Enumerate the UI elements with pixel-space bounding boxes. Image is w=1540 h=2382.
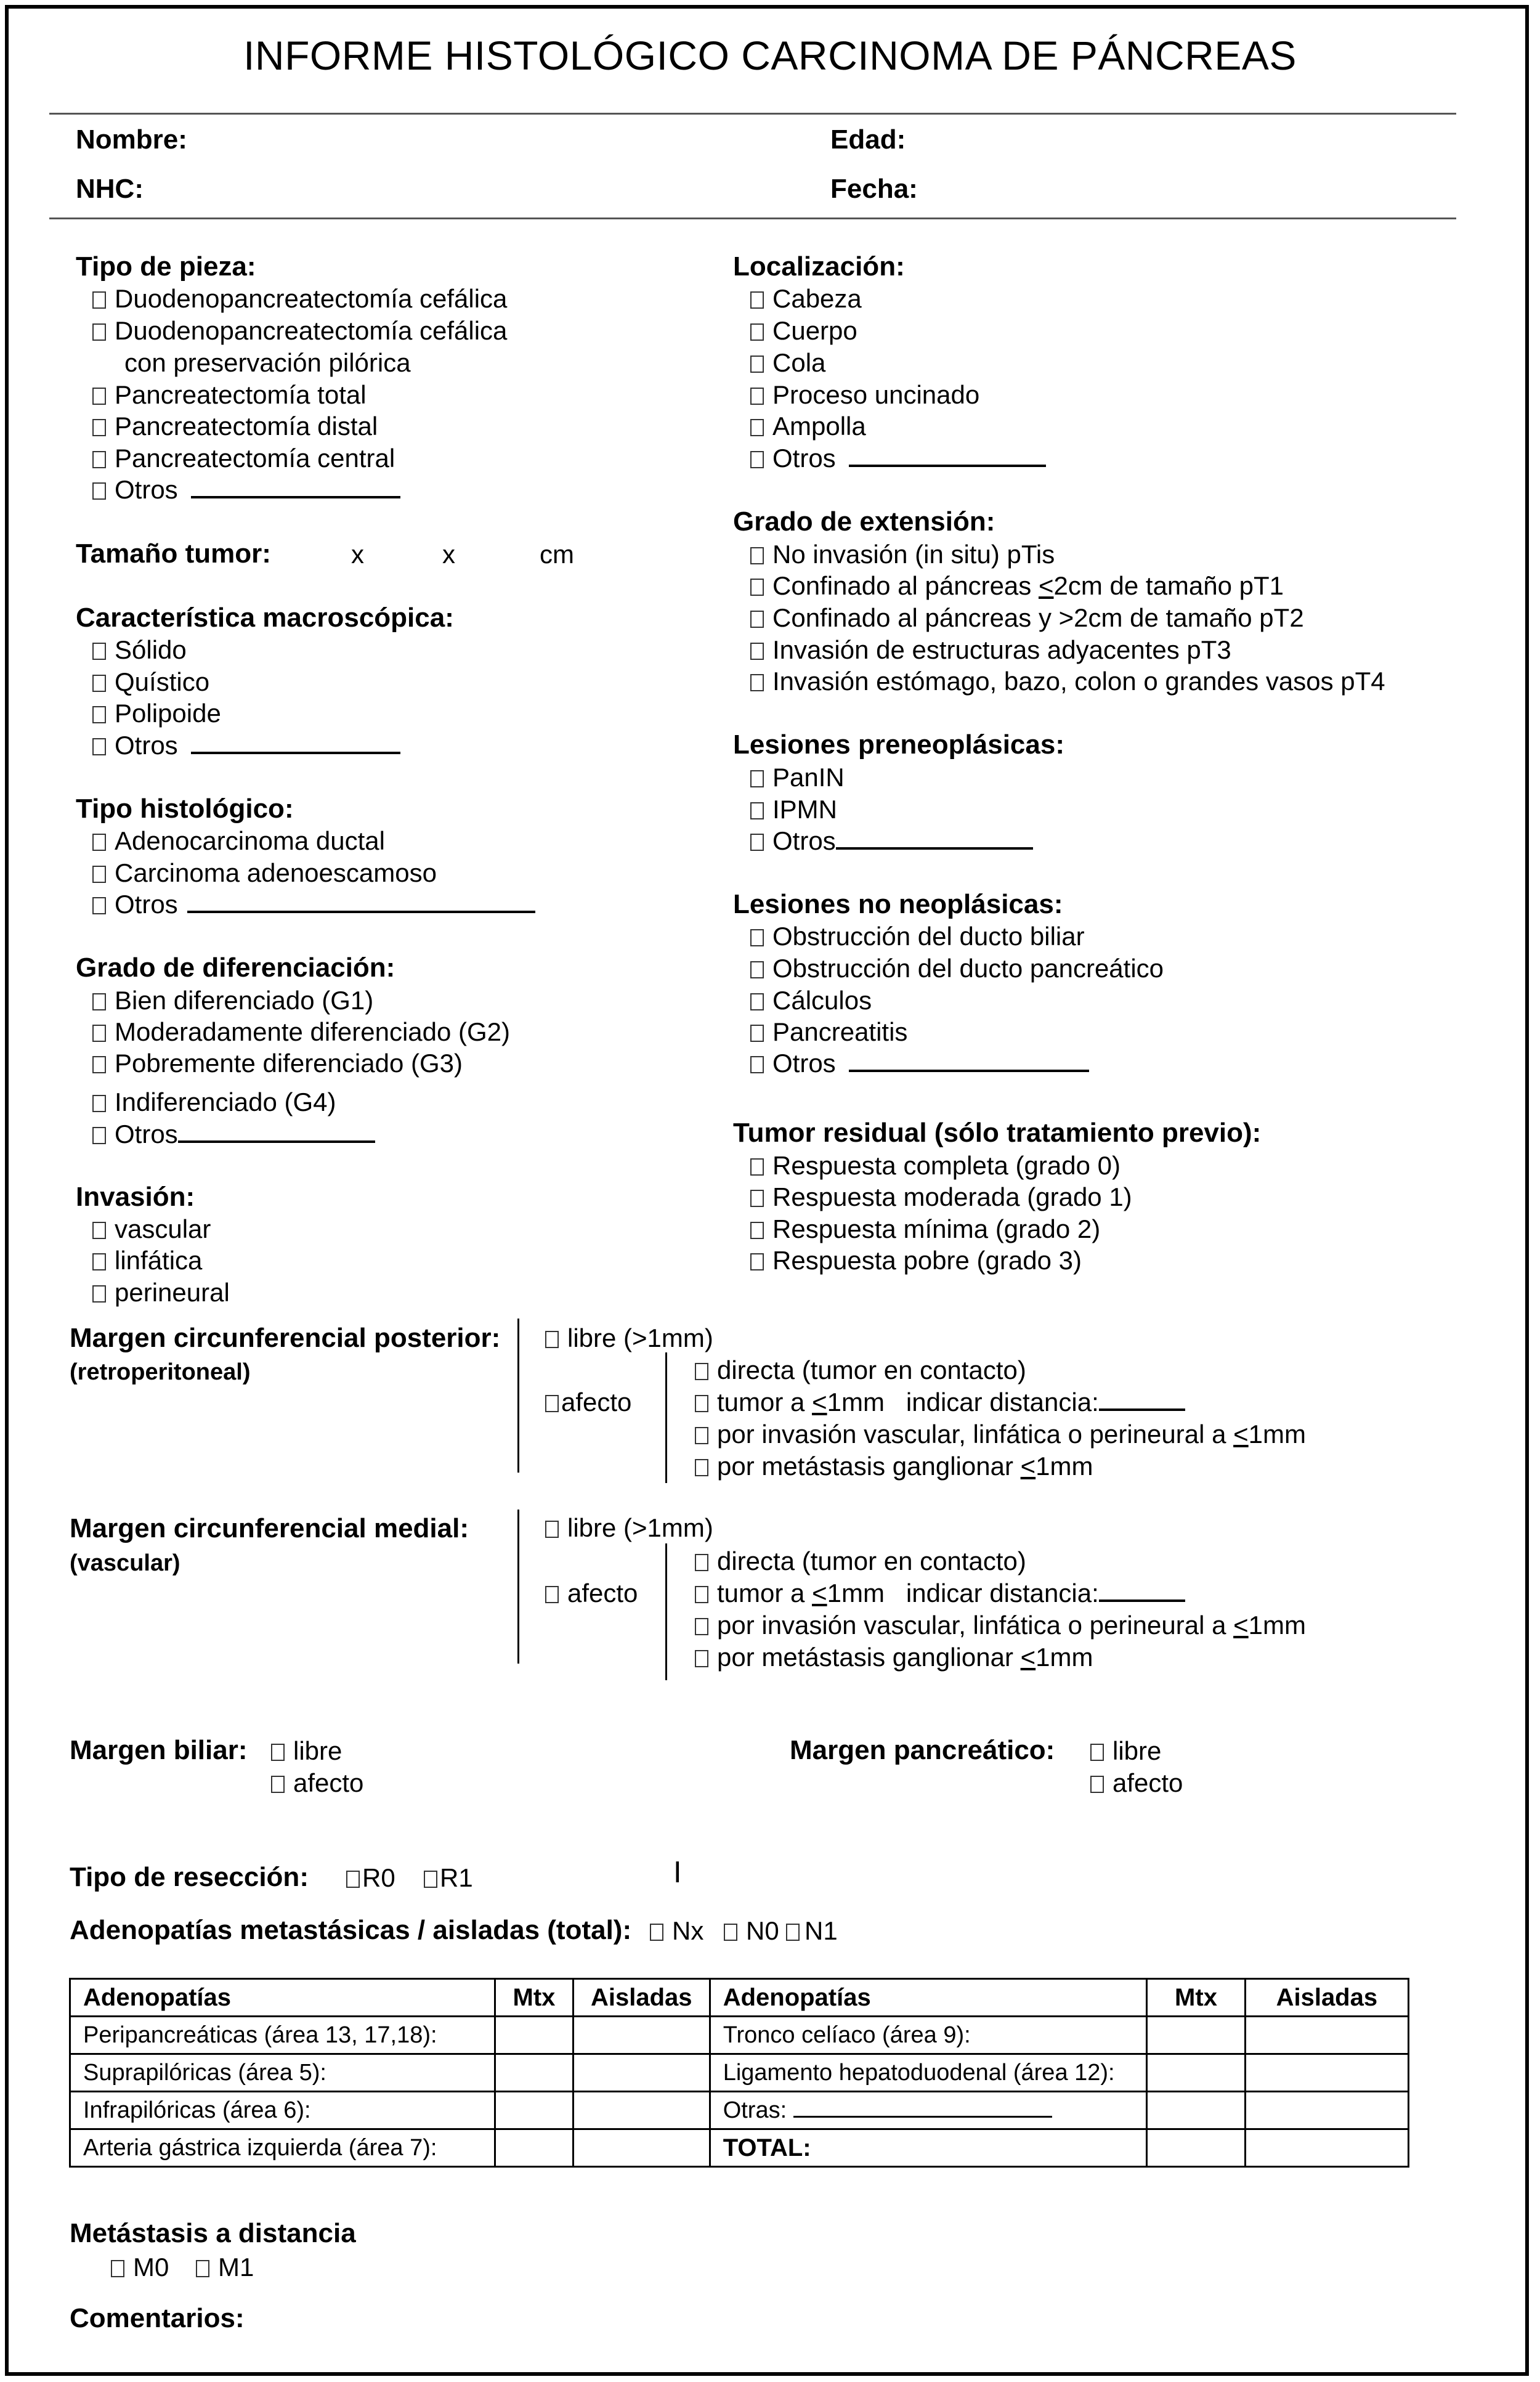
- checkbox-icon[interactable]: [271, 1776, 285, 1793]
- fill-line[interactable]: [178, 1140, 375, 1143]
- fill-line[interactable]: [849, 1070, 1089, 1072]
- afecto-option[interactable]: directa (tumor en contacto): [695, 1547, 1026, 1576]
- preneoplasicas-option[interactable]: PanIN: [750, 763, 845, 792]
- adenopatias-table: [69, 1978, 1409, 2168]
- diferenciacion-option[interactable]: Moderadamente diferenciado (G2): [92, 1017, 510, 1047]
- aisladas-cell[interactable]: [573, 2129, 710, 2167]
- checkbox-icon[interactable]: [750, 547, 764, 564]
- row-label: Arteria gástrica izquierda (área 7):: [70, 2129, 495, 2167]
- tamano-unit: cm: [540, 540, 574, 569]
- checkbox-icon[interactable]: [695, 1395, 708, 1412]
- adenopatias-total-label: Adenopatías metastásicas / aisladas (total):: [70, 1915, 632, 1945]
- afecto-option[interactable]: por metástasis ganglionar <1mm: [695, 1643, 1093, 1672]
- header-adenopatias: Adenopatías: [70, 1979, 495, 2017]
- tipo-pieza-option[interactable]: Pancreatectomía distal: [92, 412, 378, 441]
- header-mtx: Mtx: [495, 1979, 573, 2017]
- checkbox-icon[interactable]: [750, 388, 764, 405]
- residual-option[interactable]: Respuesta mínima (grado 2): [750, 1214, 1100, 1244]
- reseccion-r1[interactable]: R1: [424, 1863, 473, 1893]
- header-adenopatias: Adenopatías: [710, 1979, 1147, 2017]
- mtx-cell[interactable]: [1147, 2092, 1245, 2129]
- checkbox-icon[interactable]: [92, 1025, 106, 1042]
- checkbox-icon[interactable]: [724, 1924, 737, 1941]
- localizacion-option-otros[interactable]: Otros: [750, 444, 1046, 473]
- diferenciacion-option[interactable]: Indiferenciado (G4): [92, 1087, 336, 1117]
- tipo-pieza-continuation: con preservación pilórica: [124, 348, 411, 377]
- divider-patient: [49, 217, 1456, 219]
- row-label: Tronco celíaco (área 9):: [710, 2017, 1147, 2054]
- checkbox-icon[interactable]: [346, 1871, 360, 1888]
- tipo-pieza-option[interactable]: Duodenopancreatectomía cefálica: [92, 316, 507, 346]
- histologico-option[interactable]: Adenocarcinoma ductal: [92, 826, 385, 856]
- checkbox-icon[interactable]: [695, 1427, 708, 1444]
- macroscopica-option[interactable]: Quístico: [92, 667, 209, 697]
- metastasis-m0[interactable]: M0: [111, 2253, 169, 2282]
- no-neoplasicas-option[interactable]: Pancreatitis: [750, 1017, 907, 1047]
- checkbox-icon[interactable]: [92, 675, 106, 692]
- checkbox-icon[interactable]: [750, 356, 764, 373]
- table-row: [70, 2017, 1409, 2054]
- checkbox-icon[interactable]: [545, 1395, 559, 1412]
- checkbox-icon[interactable]: [92, 866, 106, 883]
- localizacion-option[interactable]: Proceso uncinado: [750, 380, 979, 410]
- margen-pancreatico-afecto[interactable]: afecto: [1090, 1768, 1183, 1798]
- comentarios-label: Comentarios:: [70, 2303, 245, 2333]
- no-neoplasicas-option[interactable]: Cálculos: [750, 986, 872, 1015]
- fill-line[interactable]: [187, 911, 535, 913]
- checkbox-icon[interactable]: [545, 1331, 559, 1348]
- invasion-heading: Invasión:: [76, 1182, 195, 1212]
- bracket-line: [665, 1543, 667, 1680]
- margen-biliar-label: Margen biliar:: [70, 1735, 248, 1765]
- histologico-heading: Tipo histológico:: [76, 794, 294, 824]
- checkbox-icon[interactable]: [750, 770, 764, 787]
- extension-option[interactable]: No invasión (in situ) pTis: [750, 540, 1055, 569]
- checkbox-icon[interactable]: [750, 834, 764, 851]
- table-row: [70, 2092, 1409, 2129]
- aisladas-cell[interactable]: [573, 2054, 710, 2092]
- checkbox-icon[interactable]: [92, 451, 106, 468]
- mtx-cell[interactable]: [495, 2017, 573, 2054]
- page-title: INFORME HISTOLÓGICO CARCINOMA DE PÁNCREAS: [243, 33, 1297, 78]
- mtx-cell[interactable]: [1147, 2129, 1245, 2167]
- adenopatias-n1[interactable]: N1: [786, 1916, 838, 1946]
- margen-posterior-sub: (retroperitoneal): [70, 1359, 251, 1385]
- no-neoplasicas-option[interactable]: Obstrucción del ducto pancreático: [750, 954, 1164, 983]
- checkbox-icon[interactable]: [695, 1363, 708, 1380]
- row-label-otras: Otras:: [710, 2092, 1147, 2129]
- mtx-cell[interactable]: [495, 2092, 573, 2129]
- checkbox-icon[interactable]: [92, 388, 106, 405]
- tamano-x2: x: [442, 540, 455, 569]
- checkbox-icon[interactable]: [92, 1127, 106, 1144]
- margen-medial-afecto[interactable]: afecto: [545, 1579, 638, 1608]
- checkbox-icon[interactable]: [750, 323, 764, 341]
- margen-posterior-label: Margen circunferencial posterior:: [70, 1323, 501, 1353]
- checkbox-icon[interactable]: [695, 1618, 708, 1635]
- aisladas-cell[interactable]: [1245, 2054, 1408, 2092]
- checkbox-icon[interactable]: [750, 929, 764, 946]
- checkbox-icon[interactable]: [92, 706, 106, 723]
- checkbox-icon[interactable]: [545, 1586, 559, 1603]
- localizacion-option[interactable]: Cola: [750, 348, 825, 378]
- checkbox-icon[interactable]: [92, 738, 106, 755]
- checkbox-icon[interactable]: [111, 2260, 124, 2277]
- checkbox-icon[interactable]: [750, 1158, 764, 1176]
- adenopatias-nx[interactable]: Nx: [650, 1916, 703, 1946]
- checkbox-icon[interactable]: [750, 419, 764, 436]
- checkbox-icon[interactable]: [92, 1285, 106, 1303]
- margen-posterior-afecto[interactable]: afecto: [545, 1388, 631, 1417]
- fill-line[interactable]: [1099, 1408, 1185, 1411]
- margen-biliar-libre[interactable]: libre: [271, 1736, 342, 1766]
- extension-heading: Grado de extensión:: [733, 506, 995, 537]
- table-row: [70, 2054, 1409, 2092]
- checkbox-icon[interactable]: [92, 323, 106, 341]
- localizacion-heading: Localización:: [733, 251, 905, 282]
- aisladas-cell[interactable]: [573, 2092, 710, 2129]
- checkbox-icon[interactable]: [695, 1554, 708, 1571]
- aisladas-cell[interactable]: [1245, 2129, 1408, 2167]
- metastasis-heading: Metástasis a distancia: [70, 2218, 356, 2248]
- checkbox-icon[interactable]: [750, 674, 764, 691]
- checkbox-icon[interactable]: [92, 1095, 106, 1112]
- afecto-option[interactable]: por invasión vascular, linfática o perineural a <1mm: [695, 1420, 1306, 1449]
- macroscopica-option[interactable]: Polipoide: [92, 699, 221, 728]
- diferenciacion-option[interactable]: Bien diferenciado (G1): [92, 986, 373, 1015]
- margen-medial-libre[interactable]: libre (>1mm): [545, 1513, 713, 1543]
- header-mtx: Mtx: [1147, 1979, 1245, 2017]
- aisladas-cell[interactable]: [1245, 2017, 1408, 2054]
- preneoplasicas-option-otros[interactable]: Otros: [750, 826, 1033, 856]
- checkbox-icon[interactable]: [92, 993, 106, 1010]
- localizacion-option[interactable]: Ampolla: [750, 412, 866, 441]
- afecto-option[interactable]: por invasión vascular, linfática o perineural a <1mm: [695, 1611, 1306, 1640]
- checkbox-icon[interactable]: [92, 897, 106, 914]
- macroscopica-heading: Característica macroscópica:: [76, 603, 454, 633]
- mtx-cell[interactable]: [1147, 2017, 1245, 2054]
- margen-medial-sub: (vascular): [70, 1550, 180, 1576]
- text-cursor-icon: Ⅰ: [673, 1856, 682, 1888]
- diferenciacion-option[interactable]: Pobremente diferenciado (G3): [92, 1049, 463, 1078]
- checkbox-icon[interactable]: [695, 1650, 708, 1667]
- fecha-label: Fecha:: [830, 174, 918, 204]
- extension-option[interactable]: Confinado al páncreas y >2cm de tamaño pT2: [750, 603, 1304, 633]
- extension-option[interactable]: Invasión estómago, bazo, colon o grandes vasos pT4: [750, 667, 1385, 696]
- divider-top: [49, 113, 1456, 115]
- diferenciacion-heading: Grado de diferenciación:: [76, 953, 395, 983]
- preneoplasicas-option[interactable]: IPMN: [750, 795, 837, 824]
- checkbox-icon[interactable]: [545, 1521, 559, 1538]
- bracket-line: [517, 1319, 519, 1473]
- row-label: Peripancreáticas (área 13, 17,18):: [70, 2017, 495, 2054]
- bracket-line: [665, 1352, 667, 1483]
- checkbox-icon[interactable]: [786, 1924, 800, 1941]
- residual-option[interactable]: Respuesta moderada (grado 1): [750, 1182, 1132, 1212]
- macroscopica-option-otros[interactable]: Otros: [92, 731, 400, 760]
- tamano-x1: x: [351, 540, 364, 569]
- row-label-total: TOTAL:: [710, 2129, 1147, 2167]
- aisladas-cell[interactable]: [573, 2017, 710, 2054]
- checkbox-icon[interactable]: [92, 643, 106, 660]
- nhc-label: NHC:: [76, 174, 144, 204]
- header-aisladas: Aisladas: [573, 1979, 710, 2017]
- reseccion-r0[interactable]: R0: [346, 1863, 395, 1893]
- fill-line[interactable]: [793, 2116, 1052, 2118]
- histologico-option[interactable]: Carcinoma adenoescamoso: [92, 858, 437, 888]
- checkbox-icon[interactable]: [1090, 1776, 1104, 1793]
- mtx-cell[interactable]: [1147, 2054, 1245, 2092]
- afecto-option[interactable]: tumor a <1mm indicar distancia:: [695, 1579, 1185, 1608]
- histologico-option-otros[interactable]: Otros: [92, 890, 535, 919]
- no-neoplasicas-option[interactable]: Obstrucción del ducto biliar: [750, 922, 1085, 951]
- mtx-cell[interactable]: [495, 2054, 573, 2092]
- fill-line[interactable]: [1099, 1600, 1185, 1602]
- extension-option[interactable]: Invasión de estructuras adyacentes pT3: [750, 635, 1231, 665]
- row-label: Ligamento hepatoduodenal (área 12):: [710, 2054, 1147, 2092]
- margen-pancreatico-libre[interactable]: libre: [1090, 1736, 1161, 1766]
- checkbox-icon[interactable]: [650, 1924, 663, 1941]
- extension-option[interactable]: Confinado al páncreas <2cm de tamaño pT1: [750, 571, 1284, 601]
- checkbox-icon[interactable]: [750, 1222, 764, 1239]
- residual-option[interactable]: Respuesta completa (grado 0): [750, 1151, 1121, 1181]
- mtx-cell[interactable]: [495, 2129, 573, 2167]
- tamano-label: Tamaño tumor:: [76, 539, 271, 569]
- table-row: [70, 2129, 1409, 2167]
- residual-option[interactable]: Respuesta pobre (grado 3): [750, 1246, 1082, 1275]
- edad-label: Edad:: [830, 124, 906, 155]
- localizacion-option[interactable]: Cuerpo: [750, 316, 857, 346]
- checkbox-icon[interactable]: [424, 1871, 437, 1888]
- fill-line[interactable]: [191, 752, 400, 754]
- aisladas-cell[interactable]: [1245, 2092, 1408, 2129]
- checkbox-icon[interactable]: [750, 611, 764, 628]
- nombre-label: Nombre:: [76, 124, 187, 155]
- afecto-option[interactable]: directa (tumor en contacto): [695, 1356, 1026, 1385]
- checkbox-icon[interactable]: [92, 1056, 106, 1073]
- margen-biliar-afecto[interactable]: afecto: [271, 1768, 363, 1798]
- checkbox-icon[interactable]: [750, 961, 764, 978]
- checkbox-icon[interactable]: [695, 1586, 708, 1603]
- header-aisladas: Aisladas: [1245, 1979, 1408, 2017]
- checkbox-icon[interactable]: [750, 643, 764, 660]
- checkbox-icon[interactable]: [750, 579, 764, 596]
- table-header-row: [70, 1979, 1409, 2017]
- margen-pancreatico-label: Margen pancreático:: [790, 1735, 1055, 1765]
- invasion-option[interactable]: perineural: [92, 1278, 230, 1307]
- margen-posterior-libre[interactable]: libre (>1mm): [545, 1323, 713, 1353]
- checkbox-icon[interactable]: [92, 482, 106, 500]
- diferenciacion-option-otros[interactable]: Otros: [92, 1120, 375, 1149]
- checkbox-icon[interactable]: [92, 834, 106, 851]
- checkbox-icon[interactable]: [750, 1056, 764, 1073]
- tipo-pieza-option-otros[interactable]: Otros: [92, 475, 400, 505]
- fill-line[interactable]: [836, 847, 1033, 850]
- checkbox-icon[interactable]: [750, 993, 764, 1010]
- checkbox-icon[interactable]: [750, 802, 764, 819]
- preneoplasicas-heading: Lesiones preneoplásicas:: [733, 730, 1064, 760]
- afecto-option[interactable]: tumor a <1mm indicar distancia:: [695, 1388, 1185, 1417]
- tipo-pieza-heading: Tipo de pieza:: [76, 251, 256, 282]
- metastasis-m1[interactable]: M1: [196, 2253, 254, 2282]
- margen-medial-label: Margen circunferencial medial:: [70, 1513, 469, 1543]
- no-neoplasicas-heading: Lesiones no neoplásicas:: [733, 889, 1063, 919]
- checkbox-icon[interactable]: [92, 291, 106, 309]
- checkbox-icon[interactable]: [750, 1190, 764, 1207]
- checkbox-icon[interactable]: [271, 1744, 285, 1761]
- row-label: Suprapilóricas (área 5):: [70, 2054, 495, 2092]
- checkbox-icon[interactable]: [750, 1025, 764, 1042]
- tipo-pieza-option[interactable]: Pancreatectomía total: [92, 380, 367, 410]
- fill-line[interactable]: [191, 496, 400, 498]
- no-neoplasicas-option-otros[interactable]: Otros: [750, 1049, 1089, 1078]
- checkbox-icon[interactable]: [92, 1222, 106, 1239]
- checkbox-icon[interactable]: [196, 2260, 209, 2277]
- tipo-pieza-option[interactable]: Pancreatectomía central: [92, 444, 395, 473]
- bracket-line: [517, 1510, 519, 1664]
- adenopatias-n0[interactable]: N0: [724, 1916, 779, 1946]
- checkbox-icon[interactable]: [750, 451, 764, 468]
- fill-line[interactable]: [849, 465, 1046, 467]
- tipo-pieza-option[interactable]: Duodenopancreatectomía cefálica: [92, 284, 507, 314]
- reseccion-label: Tipo de resección:: [70, 1862, 309, 1892]
- invasion-option[interactable]: vascular: [92, 1214, 211, 1244]
- macroscopica-option[interactable]: Sólido: [92, 635, 187, 665]
- checkbox-icon[interactable]: [750, 1253, 764, 1270]
- checkbox-icon[interactable]: [92, 1253, 106, 1270]
- row-label: Infrapilóricas (área 6):: [70, 2092, 495, 2129]
- residual-heading: Tumor residual (sólo tratamiento previo):: [733, 1118, 1262, 1148]
- checkbox-icon[interactable]: [1090, 1744, 1104, 1761]
- invasion-option[interactable]: linfática: [92, 1246, 202, 1275]
- checkbox-icon[interactable]: [695, 1459, 708, 1476]
- checkbox-icon[interactable]: [92, 419, 106, 436]
- afecto-option[interactable]: por metástasis ganglionar <1mm: [695, 1452, 1093, 1481]
- checkbox-icon[interactable]: [750, 291, 764, 309]
- localizacion-option[interactable]: Cabeza: [750, 284, 862, 314]
